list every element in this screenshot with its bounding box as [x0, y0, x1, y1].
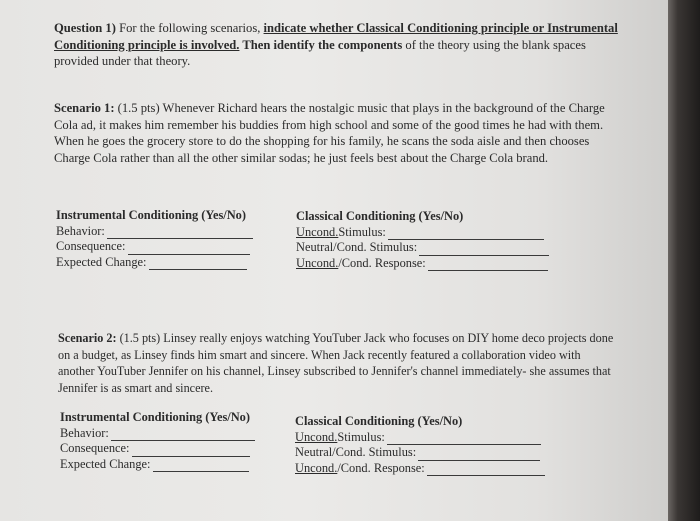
s1-behavior-label: Behavior: — [56, 223, 105, 238]
s2-instrumental-column — [60, 410, 255, 472]
question-rest: of the theory using the blank spaces provided under that theory. — [54, 37, 586, 68]
s1-neutral-stimulus-blank[interactable] — [419, 244, 549, 256]
question-intro: For the following scenarios, — [115, 21, 264, 35]
s2-behavior-label: Behavior: — [60, 425, 109, 440]
s1-stimulus-label: Stimulus: — [338, 224, 386, 239]
s1-response-label: /Cond. Response: — [338, 255, 426, 270]
s1-expected-label: Expected Change: — [56, 254, 147, 269]
s2-behavior-blank[interactable] — [111, 429, 255, 441]
s2-expected-label: Expected Change: — [60, 456, 151, 471]
s2-uncond-label: Uncond. — [295, 429, 338, 444]
scenario-2-text: (1.5 pts) Linsey really enjoys watching YouTuber Jack who focuses on DIY home deco projects done on a budget, as Linsey finds him smart and sincere. When Jack recently featured a collaboration video with another YouTuber Jennifer on his channel, Linsey subscribed to Jennifer's channel immediately- she assumes that Jennifer is as smart and sincere. — [58, 331, 614, 395]
question-rest-bold: Then identify the components — [239, 37, 403, 52]
s1-response-blank[interactable] — [428, 259, 548, 271]
s2-consequence-label: Consequence: — [60, 441, 130, 455]
scenario-1-label: Scenario 1: — [54, 101, 115, 115]
s1-classical-column — [296, 209, 549, 271]
scenario-1-text: (1.5 pts) Whenever Richard hears the nostalgic music that plays in the background of the Charge Cola ad, it makes him remember his buddies from high school and some of the good times he had with them. When he goes the grocery store to do the shopping for his family, he scans the soda aisle and then chooses Charge Cola rather than all the other similar sodas; he just feels best about the Charge Cola brand. — [54, 101, 605, 165]
s1-consequence-blank[interactable] — [128, 243, 250, 255]
s2-classical-heading: Classical Conditioning (Yes/No) — [295, 414, 463, 428]
s2-classical-column — [295, 414, 545, 476]
s1-instrumental-column — [56, 208, 253, 270]
s1-classical-heading: Classical Conditioning (Yes/No) — [296, 209, 464, 223]
scenario-2 — [58, 330, 618, 396]
s1-consequence-label: Consequence: — [56, 239, 126, 253]
s1-uncond-stimulus-blank[interactable] — [388, 228, 544, 240]
s2-uncond-stimulus-blank[interactable] — [387, 433, 541, 445]
scenario-1 — [54, 100, 614, 166]
s1-response-prefix: Uncond. — [296, 255, 339, 270]
s2-instrumental-heading: Instrumental Conditioning (Yes/No) — [60, 410, 251, 424]
s2-neutral-label: Neutral/Cond. Stimulus: — [295, 445, 417, 459]
page-edge-shadow — [668, 0, 700, 521]
s1-uncond-label: Uncond. — [296, 224, 339, 239]
s1-neutral-label: Neutral/Cond. Stimulus: — [296, 240, 418, 254]
s2-expected-blank[interactable] — [153, 460, 249, 472]
s2-neutral-stimulus-blank[interactable] — [418, 449, 540, 461]
s1-expected-blank[interactable] — [149, 258, 247, 270]
question-prompt — [54, 20, 629, 70]
s1-instrumental-heading: Instrumental Conditioning (Yes/No) — [56, 208, 247, 222]
s2-consequence-blank[interactable] — [132, 445, 250, 457]
question-label: Question 1) — [54, 21, 116, 35]
s2-response-blank[interactable] — [427, 464, 545, 476]
s1-behavior-blank[interactable] — [107, 227, 253, 239]
s2-response-label: /Cond. Response: — [337, 460, 425, 475]
s2-stimulus-label: Stimulus: — [337, 429, 385, 444]
scenario-2-label: Scenario 2: — [58, 331, 117, 345]
question-underlined-instruction: indicate whether Classical Conditioning principle or Instrumental Conditioning principle is involved. — [54, 21, 618, 52]
s2-response-prefix: Uncond. — [295, 460, 338, 475]
